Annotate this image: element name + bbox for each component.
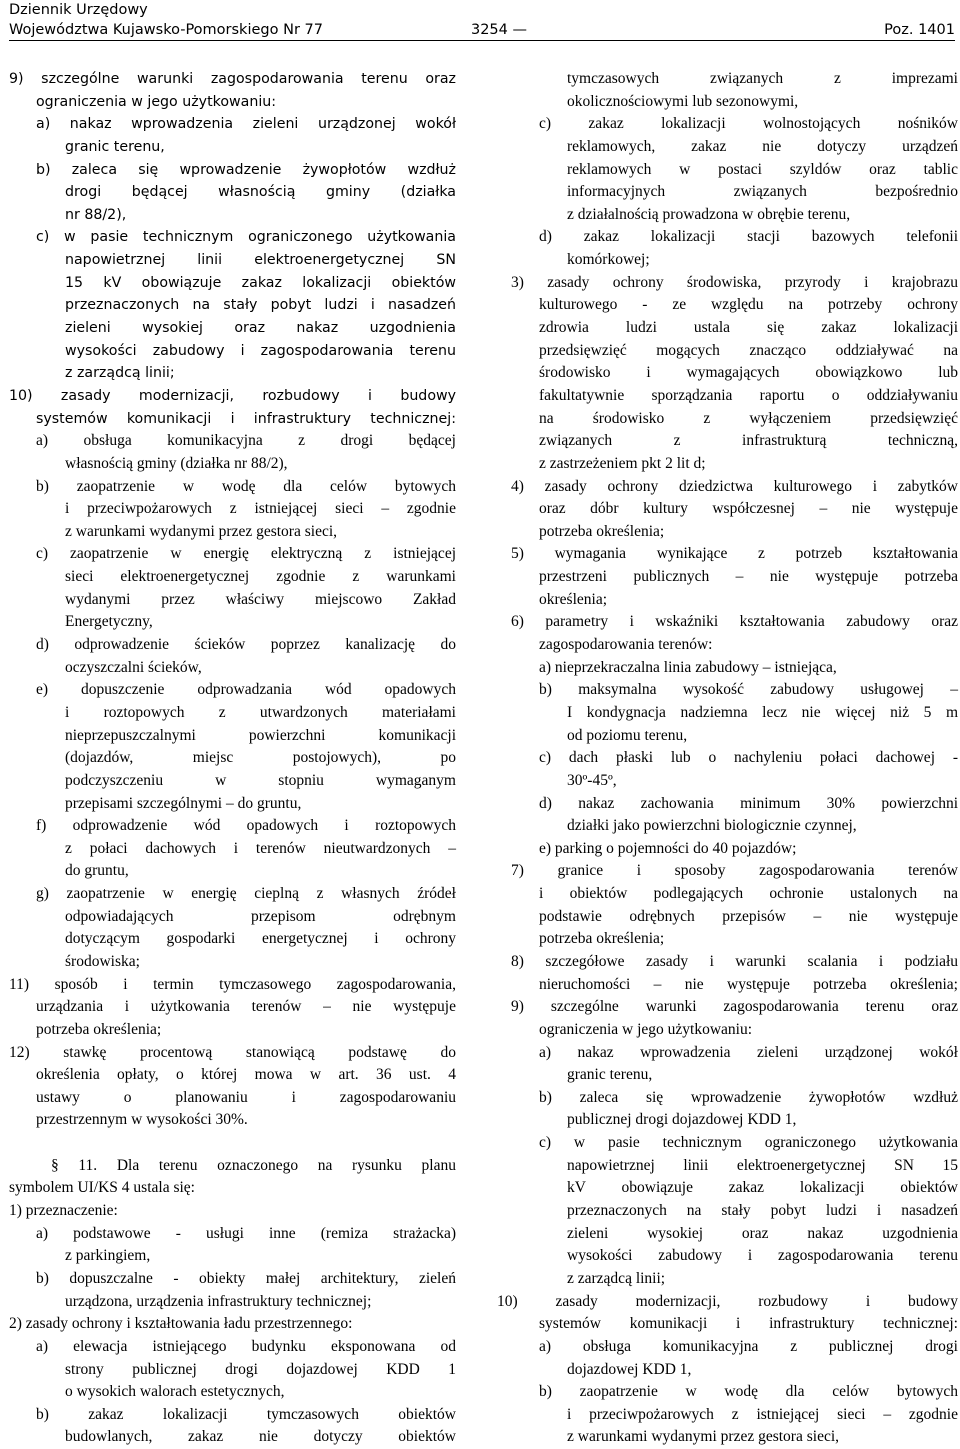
text-line	[497, 1336, 958, 1359]
text-line	[9, 1200, 456, 1223]
text-line	[497, 113, 958, 136]
text-line	[497, 1381, 958, 1404]
text-line-content: oczyszczalni ścieków,	[65, 658, 202, 676]
text-line	[497, 702, 958, 725]
text-line-content: potrzeba określenia;	[539, 522, 665, 540]
text-line	[497, 1268, 958, 1291]
text-line-content: i roztopowych z utwardzonych materiałami	[65, 703, 456, 721]
text-line-content: granic terenu,	[65, 138, 165, 155]
text-line-content: podstawie odrębnych przepisów – nie występuje	[539, 907, 958, 925]
text-line-content: wysokości zabudowy i zagospodarowania terenu	[65, 342, 456, 359]
text-line	[9, 1313, 456, 1336]
text-line-content: b) zaopatrzenie w wodę dla celów bytowych	[36, 477, 456, 495]
text-line-content: a) elewacja istniejącego budynku eksponowana od	[36, 1337, 456, 1355]
text-line	[9, 974, 456, 997]
text-line-content: okolicznościowymi lub sezonowymi,	[567, 92, 799, 110]
text-line	[9, 702, 456, 725]
text-line	[9, 317, 456, 340]
text-line	[497, 340, 958, 363]
text-line-content: strony publicznej drogi dojazdowej KDD 1	[65, 1360, 456, 1378]
text-line	[9, 272, 456, 295]
text-line	[9, 430, 456, 453]
text-line	[497, 1109, 958, 1132]
text-line	[9, 883, 456, 906]
gazette-title: Dziennik Urzędowy	[9, 2, 148, 18]
text-line	[9, 589, 456, 612]
text-line-content: systemów komunikacji i infrastruktury technicznej:	[539, 1315, 958, 1333]
text-line	[9, 226, 456, 249]
text-line-content: z działalnością prowadzona w obrębie terenu,	[567, 205, 851, 223]
text-line-content: d) zakaz lokalizacji stacji bazowych telefonii	[539, 228, 958, 246]
text-line-content: potrzeba określenia;	[539, 930, 665, 948]
text-line	[497, 974, 958, 997]
text-line	[497, 793, 958, 816]
text-line-content: fakultatywnie sporządzania raportu o oddziaływaniu	[539, 386, 958, 404]
text-line-content: na środowisko z wyłączeniem przedsięwzięć	[539, 409, 958, 427]
text-line	[9, 1109, 456, 1132]
text-line-content: nieruchomości – nie występuje potrzeba określenia;	[539, 975, 958, 993]
text-line	[9, 1291, 456, 1314]
text-line	[497, 136, 958, 159]
text-line-content: i przeciwpożarowych z istniejącej sieci – zgodnie	[65, 500, 456, 518]
text-line	[497, 1132, 958, 1155]
text-line-content: napowietrznej linii elektroenergetycznej SN	[65, 252, 456, 269]
text-line	[9, 1359, 456, 1382]
text-line-content: 11) sposób i termin tymczasowego zagospodarowania,	[9, 975, 456, 993]
text-line-content: podczyszczeniu w stopniu wymaganym	[65, 771, 456, 789]
text-line-content: dojazdowej KDD 1,	[567, 1360, 692, 1378]
text-line	[9, 1336, 456, 1359]
text-line-content: c) zakaz lokalizacji wolnostojących nośników	[539, 115, 958, 133]
text-line	[497, 860, 958, 883]
text-line	[497, 453, 958, 476]
text-line	[9, 453, 456, 476]
text-line	[497, 181, 958, 204]
text-line-content: o wysokich walorach estetycznych,	[65, 1383, 285, 1401]
text-line	[497, 883, 958, 906]
page-header	[9, 0, 955, 40]
text-line	[9, 815, 456, 838]
text-line-content: związanych z infrastrukturą techniczną,	[539, 432, 958, 450]
text-line	[9, 770, 456, 793]
text-line-content: § 11. Dla terenu oznaczonego na rysunku planu	[51, 1156, 456, 1174]
text-line	[497, 385, 958, 408]
text-line-content: reklamowych w postaci szyldów oraz tablic	[567, 160, 958, 178]
text-line-content: nr 88/2),	[65, 206, 127, 223]
text-line	[497, 317, 958, 340]
position-number: Poz. 1401	[884, 22, 955, 38]
text-line	[497, 951, 958, 974]
text-line-content: budowlanych, zakaz nie dotyczy obiektów	[65, 1428, 456, 1446]
text-line	[9, 1155, 456, 1178]
text-line	[9, 385, 456, 408]
text-line-content: a) podstawowe - usługi inne (remiza strażacka)	[36, 1224, 456, 1242]
text-line	[9, 747, 456, 770]
text-line-content: 15 kV obowiązuje zakaz lokalizacji obiektów	[65, 274, 456, 291]
text-line-content: z połaci dachowych i terenów nieutwardzonych –	[65, 839, 456, 857]
text-line-content: Energetyczny,	[65, 613, 153, 631]
text-line-content: środowisko i wymagających obowiązkowo lub	[539, 364, 958, 382]
text-line	[9, 1245, 456, 1268]
text-line-content: z zarządcą linii;	[567, 1269, 666, 1287]
text-line	[497, 611, 958, 634]
text-line-content: granic terenu,	[567, 1066, 653, 1084]
text-line	[9, 1042, 456, 1065]
text-line-content: z parkingiem,	[65, 1247, 151, 1265]
text-line	[497, 1359, 958, 1382]
text-line	[9, 906, 456, 929]
text-line-content: e) dopuszczenie odprowadzania wód opadowych	[36, 681, 456, 699]
text-line-content: przepisami szczególnymi – do gruntu,	[65, 794, 302, 812]
text-line	[497, 1200, 958, 1223]
text-line-content: zdrowia ludzi ustala się zakaz lokalizacji	[539, 319, 958, 337]
right-column	[497, 68, 958, 1449]
text-line	[9, 1177, 456, 1200]
text-line	[9, 838, 456, 861]
text-line	[9, 294, 456, 317]
text-line-content: symbolem UI/KS 4 ustala się:	[9, 1179, 195, 1197]
text-line	[9, 1019, 456, 1042]
text-line-content: potrzeba określenia;	[36, 1020, 162, 1038]
text-line-content: określenia opłaty, o której mowa w art. 36 ust. 4	[36, 1066, 456, 1084]
text-line-content: i przeciwpożarowych z istniejącej sieci – zgodnie	[567, 1405, 958, 1423]
text-line-content: 12) stawkę procentową stanowiącą podstawę do	[9, 1043, 456, 1061]
text-line	[9, 68, 456, 91]
text-line-content: a) obsługa komunikacyjna z publicznej drogi	[539, 1337, 958, 1355]
text-line-content: kulturowego - ze względu na potrzeby ochrony	[539, 296, 958, 314]
text-line	[497, 634, 958, 657]
text-line	[9, 408, 456, 431]
text-line-content: 30º-45º,	[567, 771, 617, 789]
text-line-content: zagospodarowania terenów:	[539, 636, 713, 654]
text-line-content: c) zaopatrzenie w energię elektryczną z istniejącej	[36, 545, 456, 563]
text-line	[9, 1132, 456, 1155]
text-line	[9, 951, 456, 974]
left-column	[9, 68, 456, 1449]
text-line-content: 1) przeznaczenie:	[9, 1202, 118, 1220]
text-line-content: 5) wymagania wynikające z potrzeb kształtowania	[511, 545, 958, 563]
text-line	[497, 815, 958, 838]
text-line-content: drogi będącej własnością gminy (działka	[65, 184, 456, 201]
text-line	[497, 1019, 958, 1042]
text-line	[497, 747, 958, 770]
text-line	[9, 1404, 456, 1427]
text-line	[9, 1223, 456, 1246]
text-line-content: działki jako powierzchni biologicznie czynnej,	[567, 817, 857, 835]
text-line-content: określenia;	[539, 590, 608, 608]
text-line-content: b) maksymalna wysokość zabudowy usługowej –	[539, 681, 958, 699]
text-line-content: 10) zasady modernizacji, rozbudowy i budowy	[497, 1292, 958, 1310]
text-line	[9, 1381, 456, 1404]
text-line-content: b) zaleca się wprowadzenie żywopłotów wzdłuż	[36, 161, 456, 178]
text-line	[497, 249, 958, 272]
text-line	[497, 272, 958, 295]
text-line-content: sieci elektroenergetycznej zgodnie z warunkami	[65, 568, 456, 586]
text-line	[9, 159, 456, 182]
text-line-content: a) nieprzekraczalna linia zabudowy – istniejąca,	[539, 658, 837, 676]
text-line	[497, 1064, 958, 1087]
text-line-content: ograniczenia w jego użytkowaniu:	[36, 93, 277, 110]
text-line-content: d) nakaz zachowania minimum 30% powierzchni	[539, 794, 958, 812]
text-line	[497, 1223, 958, 1246]
text-line-content: b) zaleca się wprowadzenie żywopłotów wzdłuż	[539, 1088, 958, 1106]
text-line	[9, 249, 456, 272]
text-line-content: z warunkami wydanymi przez gestora sieci,	[567, 1428, 840, 1446]
text-line	[497, 408, 958, 431]
text-line	[9, 1087, 456, 1110]
text-line	[497, 1245, 958, 1268]
text-line-content: z zastrzeżeniem pkt 2 lit d;	[539, 454, 706, 472]
text-line-content: oraz dóbr kultury współczesnej – nie występuje	[539, 500, 958, 518]
text-line-content: tymczasowych związanych z imprezami	[567, 70, 958, 87]
text-line-content: napowietrznej linii elektroenergetycznej SN 15	[567, 1156, 958, 1174]
text-line	[497, 1426, 958, 1449]
text-line-content: zieleni wysokiej oraz nakaz uzgodnienia	[567, 1224, 958, 1242]
text-line	[497, 928, 958, 951]
text-line	[9, 1268, 456, 1291]
text-line	[497, 996, 958, 1019]
text-line-content: i obiektów podlegających ochronie ustalonych na	[539, 885, 958, 903]
text-line-content: d) odprowadzenie ścieków poprzez kanalizację do	[36, 636, 456, 654]
text-line-content: od poziomu terenu,	[567, 726, 688, 744]
text-line-content: c) w pasie technicznym ograniczonego użytkowania	[539, 1134, 958, 1152]
text-line-content: reklamowych, zakaz nie dotyczy urządzeń	[567, 137, 958, 155]
text-line-content: b) zaopatrzenie w wodę dla celów bytowych	[539, 1383, 958, 1401]
text-line-content: 3) zasady ochrony środowiska, przyrody i krajobrazu	[511, 273, 958, 291]
text-line-content: e) parking o pojemności do 40 pojazdów;	[539, 839, 797, 857]
text-line	[9, 476, 456, 499]
text-line	[9, 521, 456, 544]
text-line-content: g) zaopatrzenie w energię cieplną z własnych źródeł	[36, 885, 456, 903]
text-line	[497, 1291, 958, 1314]
text-line-content: publicznej drogi dojazdowej KDD 1,	[567, 1111, 797, 1129]
text-line	[497, 91, 958, 114]
text-line	[9, 113, 456, 136]
text-line-content: urządzona, urządzenia infrastruktury technicznej;	[65, 1292, 372, 1310]
text-line	[497, 1404, 958, 1427]
text-line-content: 9) szczególne warunki zagospodarowania terenu oraz	[511, 998, 958, 1016]
text-line	[9, 340, 456, 363]
text-line	[497, 294, 958, 317]
text-line-content: nieprzepuszczalnymi powierzchni komunikacji	[65, 726, 456, 744]
text-line-content: z zarządcą linii;	[65, 365, 175, 382]
text-line-content: własnością gminy (działka nr 88/2),	[65, 454, 288, 472]
text-line	[9, 543, 456, 566]
text-line	[9, 860, 456, 883]
text-line-content: informacyjnych związanych bezpośrednio	[567, 183, 958, 201]
text-line-content: b) dopuszczalne - obiekty małej architektury, zieleń	[36, 1269, 456, 1287]
text-line	[9, 928, 456, 951]
text-line-content: wysokości zabudowy i zagospodarowania terenu	[567, 1247, 958, 1265]
text-line	[9, 634, 456, 657]
text-line-content: f) odprowadzenie wód opadowych i roztopowych	[36, 817, 456, 835]
text-line	[9, 793, 456, 816]
text-line	[9, 1426, 456, 1449]
text-line	[497, 1313, 958, 1336]
text-line	[497, 430, 958, 453]
text-line	[497, 159, 958, 182]
text-line-content: dotyczącym gospodarki energetycznej i ochrony	[65, 930, 456, 948]
text-line	[497, 1155, 958, 1178]
text-line	[497, 838, 958, 861]
text-line	[497, 566, 958, 589]
text-line-content: wydanymi przez właściwy miejscowo Zakład	[65, 590, 456, 608]
text-line	[497, 1087, 958, 1110]
text-line	[497, 521, 958, 544]
text-line-content: 8) szczegółowe zasady i warunki scalania i podziału	[511, 952, 958, 970]
text-line	[497, 362, 958, 385]
gazette-issue: Województwa Kujawsko-Pomorskiego Nr 77	[9, 22, 323, 38]
text-line-content: 10) zasady modernizacji, rozbudowy i budowy	[9, 387, 456, 404]
text-line	[497, 476, 958, 499]
text-line	[9, 136, 456, 159]
text-line-content: c) dach płaski lub o nachyleniu połaci dachowej -	[539, 749, 958, 767]
text-line-content: komórkowej;	[567, 251, 650, 269]
text-line	[9, 679, 456, 702]
text-line	[497, 68, 958, 91]
header-rule	[9, 40, 955, 41]
text-line	[497, 725, 958, 748]
text-line	[497, 679, 958, 702]
text-line	[497, 204, 958, 227]
text-line-content: systemów komunikacji i infrastruktury technicznej:	[36, 410, 456, 427]
text-line-content: ograniczenia w jego użytkowaniu:	[539, 1020, 753, 1038]
text-line-content: (dojazdów, miejsc postojowych), po	[65, 749, 456, 767]
text-line	[9, 1064, 456, 1087]
text-line-content: 9) szczególne warunki zagospodarowania terenu oraz	[9, 71, 456, 87]
text-line-content: 6) parametry i wskaźniki kształtowania zabudowy oraz	[511, 613, 958, 631]
text-line-content: zieleni wysokiej oraz nakaz uzgodnienia	[65, 320, 456, 337]
text-line-content: b) zakaz lokalizacji tymczasowych obiektów	[36, 1405, 456, 1423]
text-line-content: przeznaczonych na stały pobyt ludzi i nasadzeń	[65, 297, 456, 314]
text-line-content: 2) zasady ochrony i kształtowania ładu przestrzennego:	[9, 1315, 353, 1333]
text-line	[9, 498, 456, 521]
text-line	[497, 543, 958, 566]
text-line-content: c) w pasie technicznym ograniczonego użytkowania	[36, 229, 456, 246]
text-line-content: przestrzennym w wysokości 30%.	[36, 1111, 248, 1129]
text-line-content: 7) granice i sposoby zagospodarowania terenów	[511, 862, 958, 880]
text-line	[9, 725, 456, 748]
text-line	[9, 566, 456, 589]
text-line-content: przeznaczonych na stały pobyt ludzi i nasadzeń	[567, 1202, 958, 1220]
text-line	[497, 770, 958, 793]
text-line-content: a) obsługa komunikacyjna z drogi będącej	[36, 432, 456, 450]
text-line	[497, 906, 958, 929]
text-line-content: 4) zasady ochrony dziedzictwa kulturowego i zabytków	[511, 477, 958, 495]
text-line-content: urządzania i użytkowania terenów – nie występuje	[36, 998, 456, 1016]
text-line	[9, 362, 456, 385]
text-line	[9, 204, 456, 227]
text-line	[9, 91, 456, 114]
text-line-content: przestrzeni publicznych – nie występuje potrzeba	[539, 568, 958, 586]
text-line-content: a) nakaz wprowadzenia zieleni urządzonej wokół	[539, 1043, 958, 1061]
text-line-content: przedsięwzięć mogących znacząco oddziaływać na	[539, 341, 958, 359]
text-line-content: I kondygnacja nadziemna lecz nie więcej niż 5 m	[567, 703, 958, 721]
text-line-content: środowiska;	[65, 952, 140, 970]
text-line-content: odpowiadających przepisom odrębnym	[65, 907, 456, 925]
text-line-content: a) nakaz wprowadzenia zieleni urządzonej wokół	[36, 116, 456, 133]
text-line	[9, 611, 456, 634]
text-line-content: kV obowiązuje zakaz lokalizacji obiektów	[567, 1179, 958, 1197]
text-line	[497, 498, 958, 521]
text-line	[9, 181, 456, 204]
text-line-content: ustawy o planowaniu i zagospodarowaniu	[36, 1088, 456, 1106]
text-line	[497, 589, 958, 612]
text-line	[497, 657, 958, 680]
text-line	[497, 1177, 958, 1200]
page-number: 3254 —	[470, 22, 527, 38]
text-line	[9, 996, 456, 1019]
text-line	[497, 1042, 958, 1065]
text-line-content: do gruntu,	[65, 862, 129, 880]
text-line	[497, 226, 958, 249]
text-line-content: z warunkami wydanymi przez gestora sieci,	[65, 522, 338, 540]
text-line	[9, 657, 456, 680]
